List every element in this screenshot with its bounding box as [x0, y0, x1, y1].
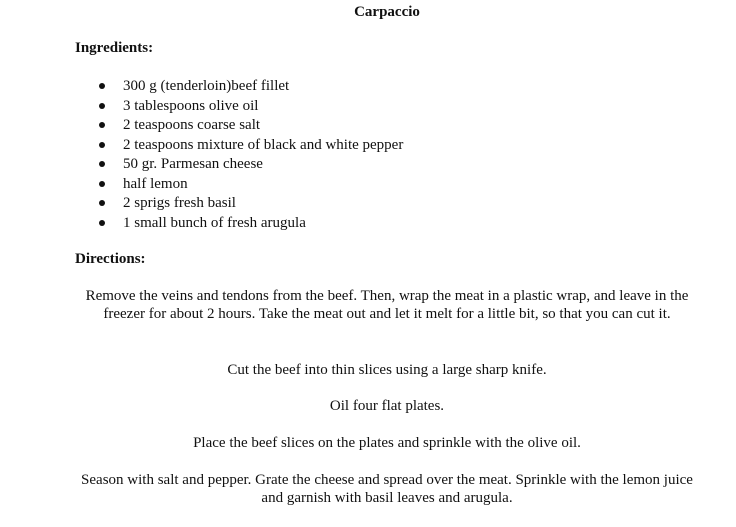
bullet-icon	[99, 161, 105, 167]
direction-step: Remove the veins and tendons from the beef. Then, wrap the meat in a plastic wrap, and leave in the freezer for about 2 hours. Take the meat out and let it melt for a little bit, so that you can cut it.	[85, 288, 689, 322]
ingredient-text: 2 teaspoons coarse salt	[123, 117, 261, 133]
list-item	[0, 155, 736, 175]
directions-heading: Directions:	[75, 251, 146, 267]
ingredient-text: 2 teaspoons mixture of black and white pepper	[123, 136, 404, 153]
list-item	[0, 194, 736, 214]
direction-step: Oil four flat plates.	[329, 398, 445, 414]
ingredient-text: 3 tablespoons olive oil	[123, 97, 259, 114]
direction-step: Season with salt and pepper. Grate the cheese and spread over the meat. Sprinkle with the lemon juice and garnish with basil leaves and arugula.	[81, 472, 693, 506]
list-item	[0, 97, 736, 117]
list-item	[0, 136, 736, 156]
ingredients-heading: Ingredients:	[75, 40, 154, 56]
ingredient-list	[0, 77, 736, 233]
list-item	[0, 77, 736, 97]
list-item	[0, 175, 736, 195]
bullet-icon	[99, 103, 105, 109]
list-item	[0, 214, 736, 234]
ingredient-text: 2 sprigs fresh basil	[123, 195, 236, 211]
ingredient-text: 1 small bunch of fresh arugula	[123, 214, 306, 231]
bullet-icon	[99, 200, 105, 206]
bullet-icon	[99, 83, 105, 89]
direction-step: Place the beef slices on the plates and sprinkle with the olive oil.	[193, 435, 581, 451]
ingredient-text: half lemon	[123, 175, 188, 192]
bullet-icon	[99, 220, 105, 226]
bullet-icon	[99, 122, 105, 128]
bullet-icon	[99, 142, 105, 148]
ingredient-text: 300 g (tenderloin)beef fillet	[123, 78, 290, 94]
ingredient-text: 50 gr. Parmesan cheese	[123, 156, 263, 172]
direction-step: Cut the beef into thin slices using a large sharp knife.	[227, 362, 547, 378]
page-title: Carpaccio	[354, 4, 420, 20]
list-item	[0, 116, 736, 136]
bullet-icon	[99, 181, 105, 187]
